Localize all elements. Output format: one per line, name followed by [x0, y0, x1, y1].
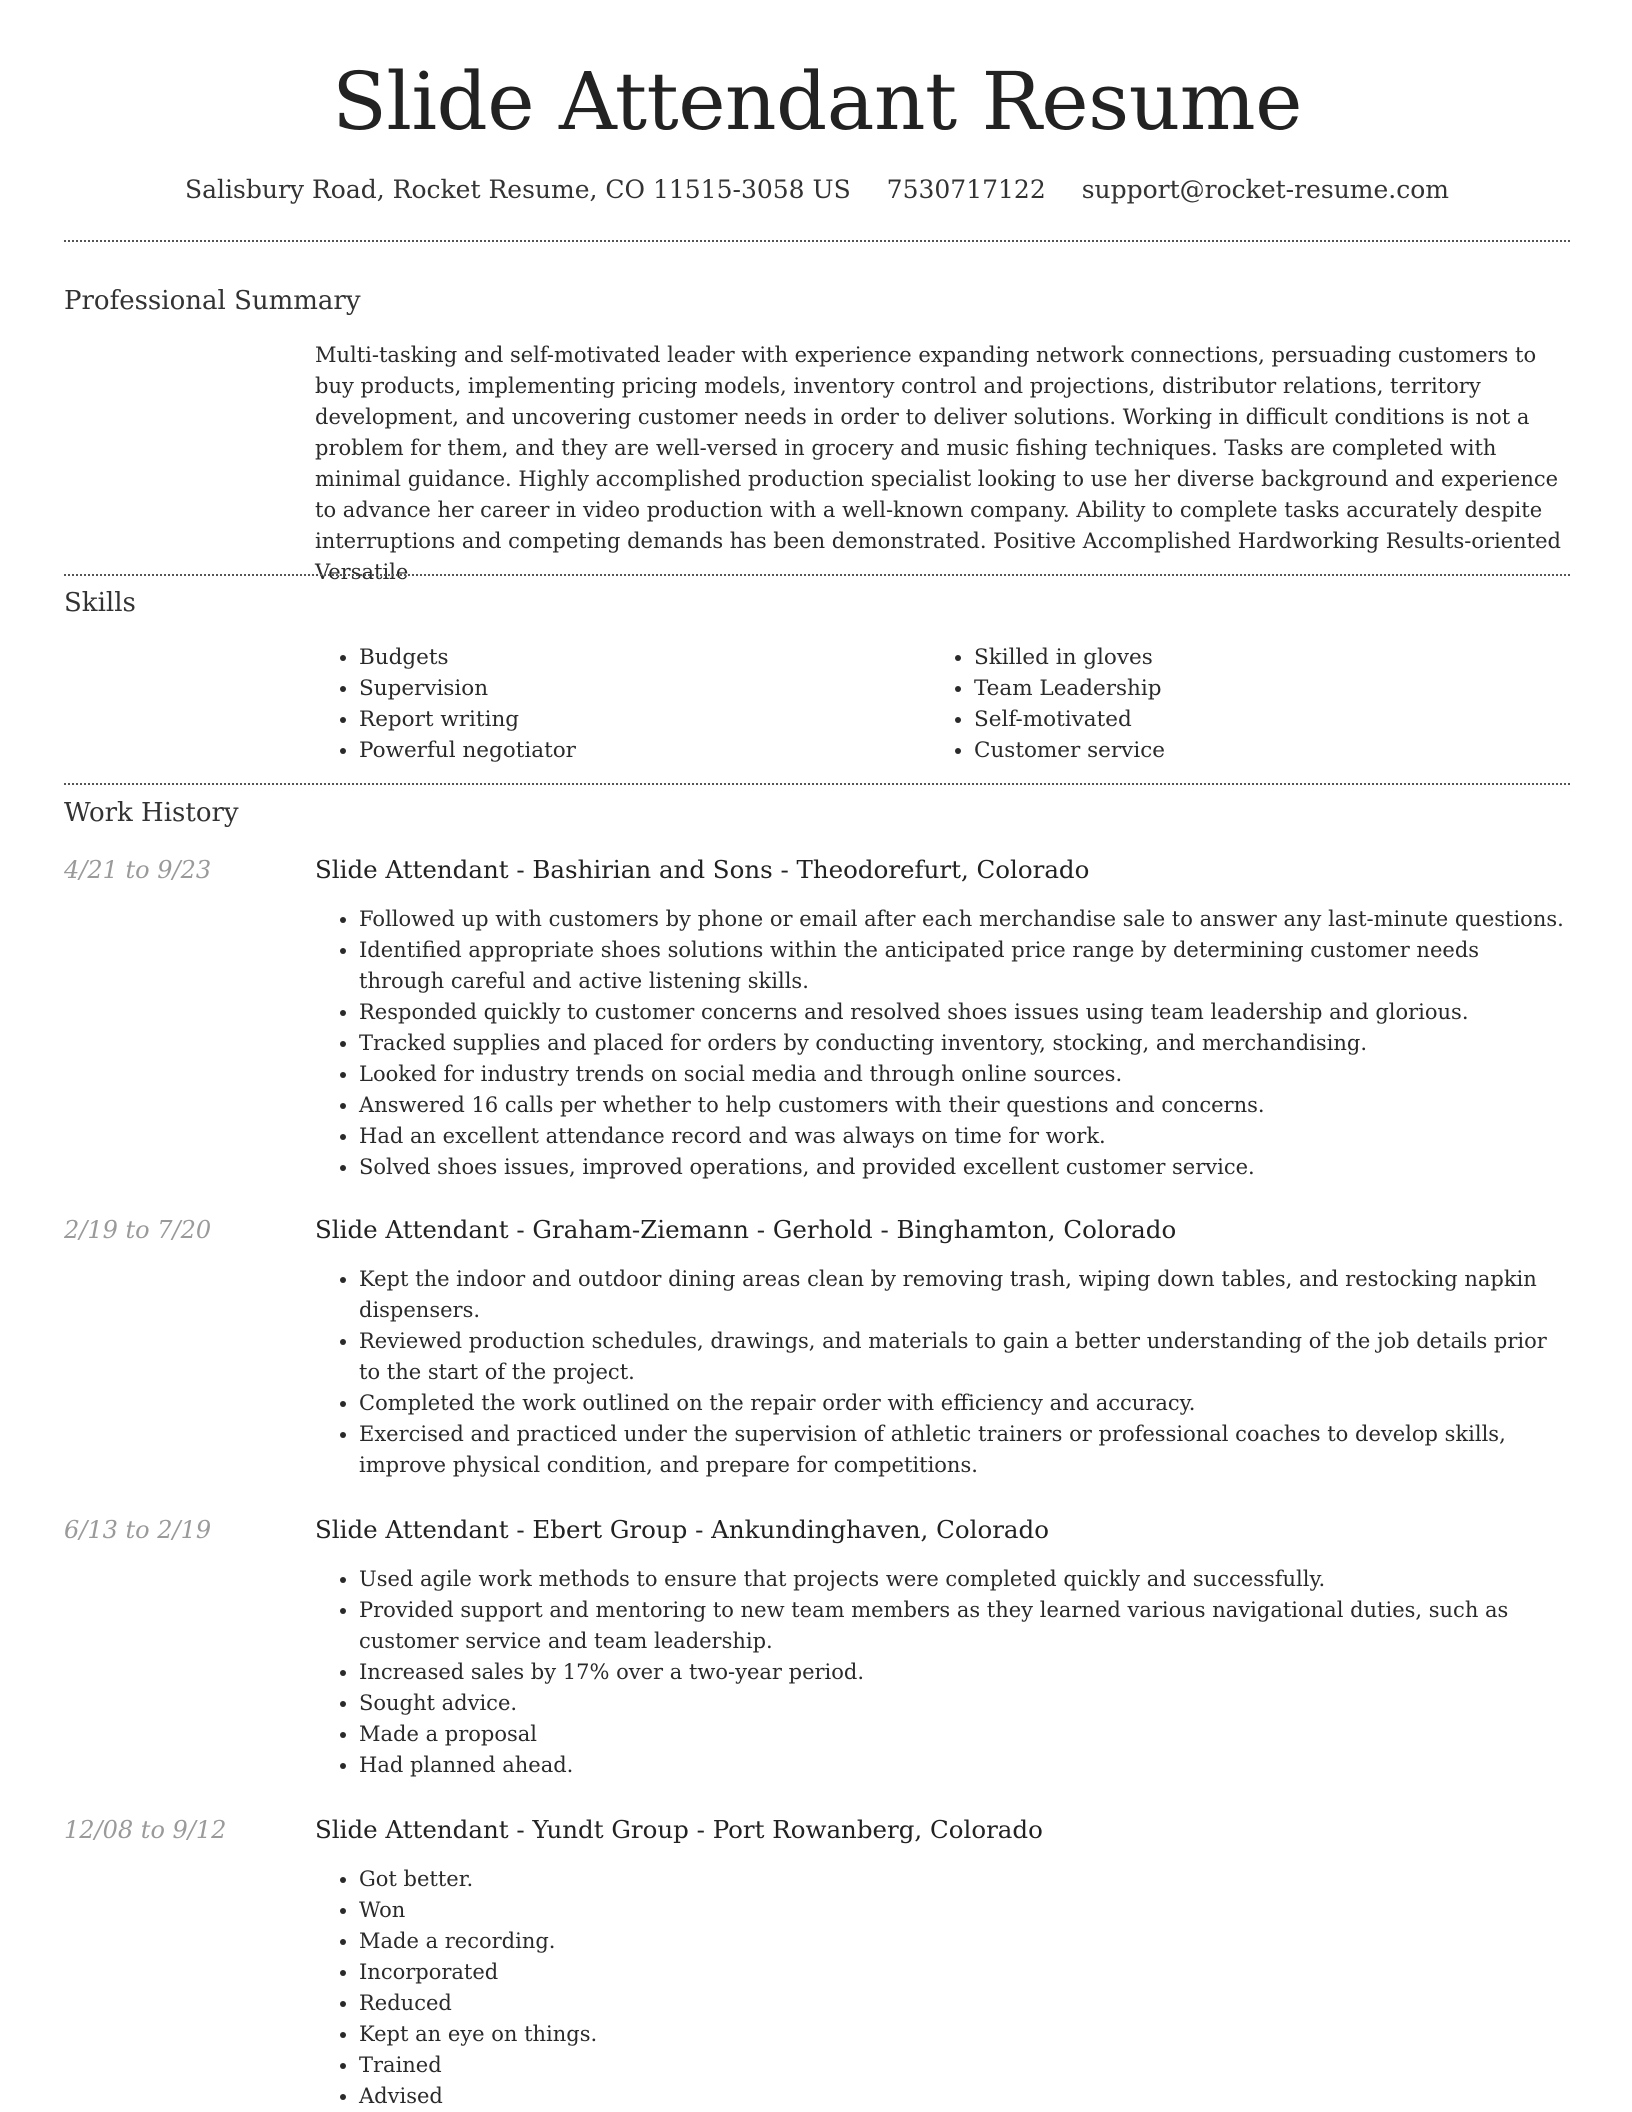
job-bullet: • Advised: [359, 2081, 1570, 2112]
job-bullet: • Answered 16 calls per whether to help customers with their questions and concerns.: [359, 1090, 1570, 1121]
job-bullet: • Responded quickly to customer concerns and resolved shoes issues using team leadership and glorious.: [359, 997, 1570, 1028]
job-bullet: • Increased sales by 17% over a two-year period.: [359, 1657, 1570, 1688]
job-bullet: • Looked for industry trends on social media and through online sources.: [359, 1059, 1570, 1090]
job-title: Slide Attendant - Graham-Ziemann - Gerhold - Binghamton, Colorado: [315, 1215, 1177, 1244]
contact-line: [64, 170, 1570, 210]
job-bullet: • Kept the indoor and outdoor dining areas clean by removing trash, wiping down tables, and restocking napkin dispensers.: [359, 1264, 1570, 1326]
job-title: Slide Attendant - Yundt Group - Port Rowanberg, Colorado: [315, 1815, 1043, 1844]
skill-item: • Team Leadership: [974, 673, 1165, 704]
skill-item: • Report writing: [359, 704, 576, 735]
summary-text: Multi-tasking and self-motivated leader with experience expanding network connections, persuading customers to buy products, implementing pricing models, inventory control and projections, distributor relations, territory development, and uncovering customer needs in order to deliver solutions. Working in difficult conditions is not a problem for them, and they are well-versed in grocery and music fishing techniques. Tasks are completed with minimal guidance. Highly accomplished production specialist looking to use her diverse background and experience to advance her career in video production with a well-known company. Ability to complete tasks accurately despite interruptions and competing demands has been demonstrated. Positive Accomplished Hardworking Results-oriented Versatile: [315, 343, 1561, 584]
job-bullets: [315, 1564, 1570, 1781]
header-divider: [64, 240, 1570, 242]
job-bullet: • Completed the work outlined on the repair order with efficiency and accuracy.: [359, 1388, 1570, 1419]
job-dates: 12/08 to 9/12: [64, 1816, 227, 1844]
job-bullet: • Had an excellent attendance record and was always on time for work.: [359, 1121, 1570, 1152]
job-bullets: [315, 1864, 1570, 2112]
skills-divider: [64, 783, 1570, 785]
contact-phone: 7530717122: [886, 175, 1046, 204]
job-bullet: • Won: [359, 1895, 1570, 1926]
resume-title: Slide Attendant Resume: [332, 55, 1302, 148]
job-bullet: • Incorporated: [359, 1957, 1570, 1988]
job-bullet: • Identified appropriate shoes solutions within the anticipated price range by determining customer needs through careful and active listening skills.: [359, 935, 1570, 997]
job-dates: 6/13 to 2/19: [64, 1516, 212, 1544]
job-bullets: [315, 904, 1570, 1183]
job-dates: 4/21 to 9/23: [64, 856, 212, 884]
skills-list-left: [315, 642, 576, 766]
summary-divider: [64, 574, 1570, 576]
job-bullet: • Sought advice.: [359, 1688, 1570, 1719]
job-bullet: • Followed up with customers by phone or email after each merchandise sale to answer any last-minute questions.: [359, 904, 1570, 935]
skills-list-right: [930, 642, 1165, 766]
skill-item: • Budgets: [359, 642, 576, 673]
job-bullet: • Provided support and mentoring to new team members as they learned various navigational duties, such as customer service and team leadership.: [359, 1595, 1570, 1657]
job-bullet: • Had planned ahead.: [359, 1750, 1570, 1781]
contact-email: support@rocket-resume.com: [1081, 175, 1449, 204]
job-bullet: • Made a recording.: [359, 1926, 1570, 1957]
skill-item: • Powerful negotiator: [359, 735, 576, 766]
job-dates: 2/19 to 7/20: [64, 1216, 212, 1244]
skill-item: • Supervision: [359, 673, 576, 704]
contact-address: Salisbury Road, Rocket Resume, CO 11515-3058 US: [184, 175, 851, 204]
job-bullet: • Got better.: [359, 1864, 1570, 1895]
job-bullet: • Made a proposal: [359, 1719, 1570, 1750]
job-bullet: • Solved shoes issues, improved operations, and provided excellent customer service.: [359, 1152, 1570, 1183]
job-title: Slide Attendant - Ebert Group - Ankundinghaven, Colorado: [315, 1515, 1049, 1544]
job-bullet: • Kept an eye on things.: [359, 2019, 1570, 2050]
job-bullet: • Reviewed production schedules, drawings, and materials to gain a better understanding of the job details prior to the start of the project.: [359, 1326, 1570, 1388]
job-bullet: • Used agile work methods to ensure that projects were completed quickly and successfully.: [359, 1564, 1570, 1595]
skill-item: • Skilled in gloves: [974, 642, 1165, 673]
job-bullet: • Exercised and practiced under the supervision of athletic trainers or professional coaches to develop skills, improve physical condition, and prepare for competitions.: [359, 1419, 1570, 1481]
work-history-heading: Work History: [64, 798, 239, 828]
summary-heading: Professional Summary: [64, 286, 361, 316]
job-title: Slide Attendant - Bashirian and Sons - Theodorefurt, Colorado: [315, 855, 1090, 884]
job-bullet: • Trained: [359, 2050, 1570, 2081]
skill-item: • Self-motivated: [974, 704, 1165, 735]
skills-heading: Skills: [64, 588, 136, 618]
job-bullet: • Tracked supplies and placed for orders by conducting inventory, stocking, and merchandising.: [359, 1028, 1570, 1059]
job-bullets: [315, 1264, 1570, 1481]
job-bullet: • Reduced: [359, 1988, 1570, 2019]
skill-item: • Customer service: [974, 735, 1165, 766]
